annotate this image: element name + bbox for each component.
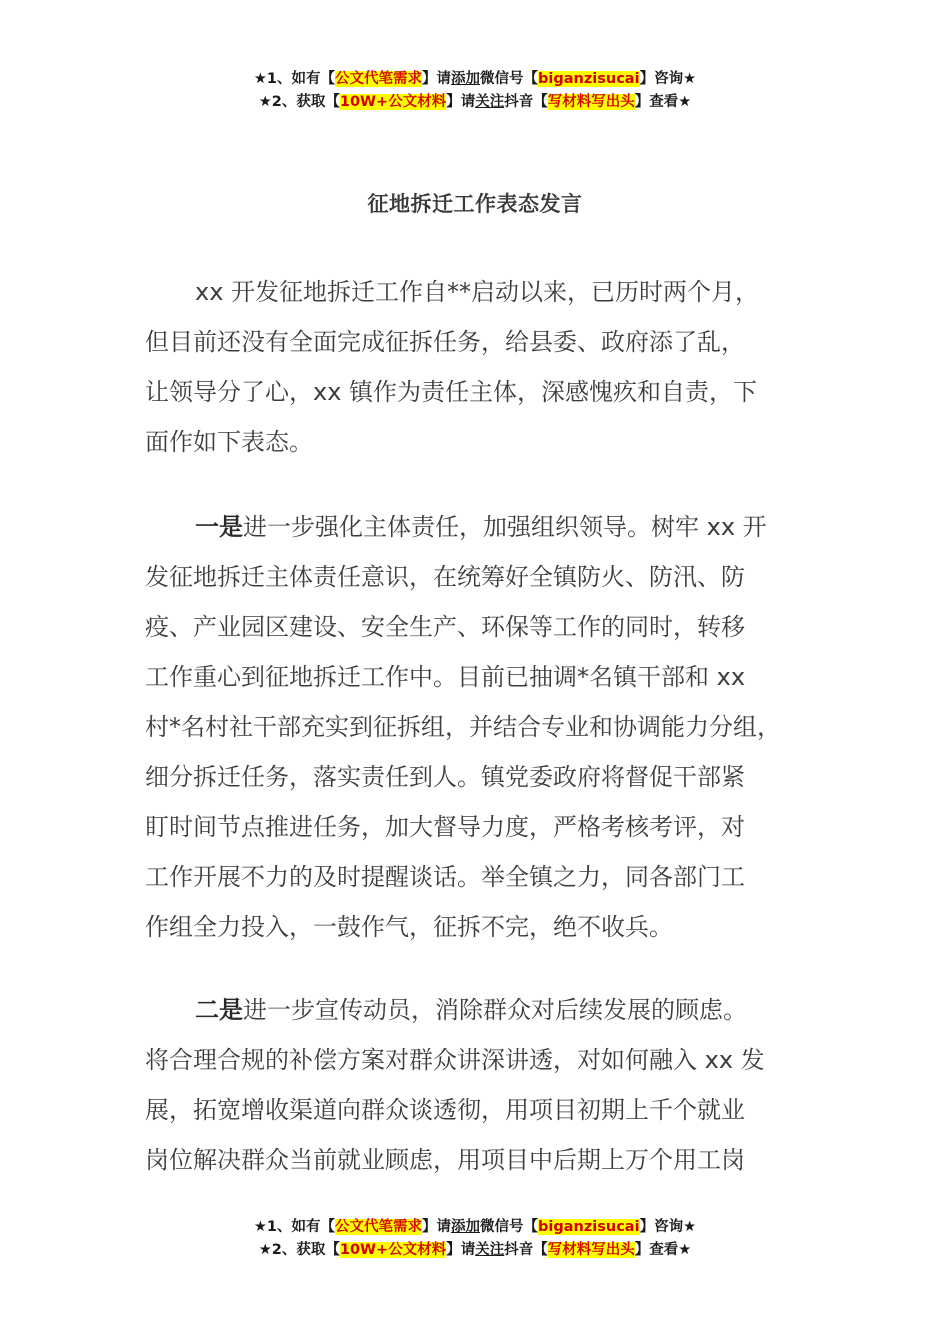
paragraph-line: xx 开发征地拆迁工作自**启动以来，已历时两个月， <box>195 278 760 306</box>
promo-line-2 <box>0 91 950 114</box>
paragraph-line-rest: 进一步强化主体责任，加强组织领导。树牢 xx 开 <box>243 513 767 541</box>
paragraph-line: 村*名村社干部充实到征拆组，并结合专业和协调能力分组， <box>145 713 781 741</box>
promo-douyin-id: 写材料写出头 <box>547 94 635 110</box>
promo-emphasis: 添加 <box>451 1219 481 1235</box>
paragraph-first-line <box>145 985 805 1035</box>
promo-text: 】咨询★ <box>639 1219 697 1235</box>
paragraph-line: 岗位解决群众当前就业顾虑，用项目中后期上万个用工岗 <box>145 1146 745 1174</box>
paragraph-line: 面作如下表态。 <box>145 428 313 456</box>
paragraph-line: 盯时间节点推进任务，加大督导力度，严格考核考评，对 <box>145 813 745 841</box>
paragraph-line: 让领导分了心，xx 镇作为责任主体，深感愧疚和自责，下 <box>145 378 758 406</box>
promo-line-1 <box>0 68 950 91</box>
paragraph-line: 工作开展不力的及时提醒谈话。举全镇之力，同各部门工 <box>145 863 745 891</box>
promo-text: ★2、获取【 <box>258 94 340 110</box>
promo-wechat-id: biganzisucai <box>538 1219 640 1235</box>
paragraph-line: 细分拆迁任务，落实责任到人。镇党委政府将督促干部紧 <box>145 763 745 791</box>
paragraph-point-one <box>145 502 805 952</box>
paragraph-line-rest: 进一步宣传动员，消除群众对后续发展的顾虑。 <box>243 996 747 1024</box>
promo-text: 抖音【 <box>504 94 548 110</box>
promo-banner-top <box>0 68 950 114</box>
paragraph-line: 作组全力投入，一鼓作气，征拆不完，绝不收兵。 <box>145 913 673 941</box>
paragraph-lead: 一是 <box>195 513 243 541</box>
promo-text: 】查看★ <box>634 94 692 110</box>
promo-emphasis: 关注 <box>475 1242 505 1258</box>
promo-highlight: 公文代笔需求 <box>335 71 423 87</box>
promo-highlight: 10W+公文材料 <box>339 94 447 110</box>
promo-wechat-id: biganzisucai <box>538 71 640 87</box>
promo-line-1 <box>0 1216 950 1239</box>
paragraph-intro <box>145 267 805 467</box>
promo-banner-bottom <box>0 1216 950 1262</box>
paragraph-line: 发征地拆迁主体责任意识，在统筹好全镇防火、防汛、防 <box>145 563 745 591</box>
promo-text: 微信号【 <box>480 1219 539 1235</box>
promo-text: 】请 <box>422 71 452 87</box>
document-title: 征地拆迁工作表态发言 <box>367 192 583 216</box>
paragraph-lead: 二是 <box>195 996 243 1024</box>
paragraph-line: 疫、产业园区建设、安全生产、环保等工作的同时，转移 <box>145 613 745 641</box>
paragraph-line: 展，拓宽增收渠道向群众谈透彻，用项目初期上千个就业 <box>145 1096 745 1124</box>
paragraph-line: 工作重心到征地拆迁工作中。目前已抽调*名镇干部和 xx <box>145 663 746 691</box>
promo-text: ★1、如有【 <box>253 71 336 87</box>
paragraph-first-line <box>145 502 805 552</box>
paragraph-line: 但目前还没有全面完成征拆任务，给县委、政府添了乱， <box>145 328 745 356</box>
promo-text: ★2、获取【 <box>258 1242 340 1258</box>
promo-highlight: 10W+公文材料 <box>339 1242 447 1258</box>
promo-douyin-id: 写材料写出头 <box>547 1242 635 1258</box>
promo-highlight: 公文代笔需求 <box>335 1219 423 1235</box>
promo-text: 】请 <box>446 1242 476 1258</box>
promo-emphasis: 关注 <box>475 94 505 110</box>
paragraph-point-two <box>145 985 805 1185</box>
paragraph-line: 将合理合规的补偿方案对群众讲深讲透，对如何融入 xx 发 <box>145 1046 765 1074</box>
promo-text: ★1、如有【 <box>253 1219 336 1235</box>
promo-text: 】查看★ <box>634 1242 692 1258</box>
promo-text: 抖音【 <box>504 1242 548 1258</box>
promo-text: 微信号【 <box>480 71 539 87</box>
promo-text: 】请 <box>422 1219 452 1235</box>
promo-text: 】请 <box>446 94 476 110</box>
promo-emphasis: 添加 <box>451 71 481 87</box>
promo-line-2 <box>0 1239 950 1262</box>
promo-text: 】咨询★ <box>639 71 697 87</box>
